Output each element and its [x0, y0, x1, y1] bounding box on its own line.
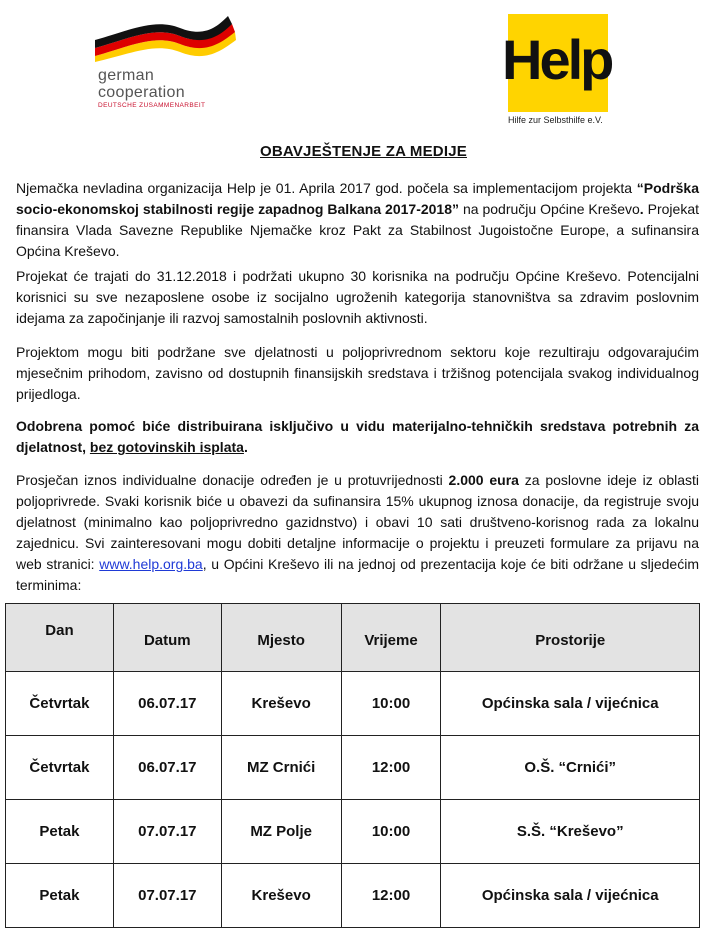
- table-header-row: [6, 604, 700, 672]
- cell-mjesto: MZ Crnići: [221, 736, 341, 800]
- cell-dan: Četvrtak: [6, 672, 114, 736]
- p1-text-e: Projekat finansira Vlada Savezne Republike Njemačke kroz Pakt za Stabilnost Jugoistočne Europe, a sufinansira Općina Kreševo.: [16, 201, 699, 259]
- cell-prostorije: Općinska sala / vijećnica: [441, 672, 700, 736]
- help-logo-subtitle: Hilfe zur Selbsthilfe e.V.: [508, 115, 603, 125]
- header-dan: Dan: [6, 604, 114, 672]
- p4-text-a: Odobrena pomoć biće distribuirana isključivo u vidu materijalno-tehničkih sredstava potrebnih za djelatnost,: [16, 418, 699, 455]
- p4-no-cash: bez gotovinskih isplata: [89, 439, 244, 455]
- cell-datum: 06.07.17: [113, 672, 221, 736]
- paragraph-activities: Projektom mogu biti podržane sve djelatnosti u poljoprivrednom sektoru koje rezultiraju odgovarajućim mjesečnim prihodom, zavisno od dostupnih finansijskih sredstava i tržišnog potencijala svakog individualnog prijedloga.: [16, 344, 699, 402]
- p1-project-name: “Podrška socio-ekonomskoj stabilnosti regije zapadnog Balkana 2017-2018”: [16, 180, 699, 217]
- page-title: OBAVJEŠTENJE ZA MEDIJE: [260, 143, 467, 160]
- cell-dan: Petak: [6, 800, 114, 864]
- p5-text-a: Prosječan iznos individualne donacije određen je u protuvrijednosti: [16, 472, 449, 488]
- cell-vrijeme: 12:00: [341, 736, 441, 800]
- p1-period: .: [639, 201, 644, 217]
- help-logo: [502, 14, 612, 125]
- help-logo-box: [502, 14, 612, 112]
- cell-mjesto: Kreševo: [221, 672, 341, 736]
- header-prostorije: Prostorije: [441, 604, 700, 672]
- paragraph-donation: [16, 470, 699, 596]
- cell-datum: 06.07.17: [113, 736, 221, 800]
- header-mjesto: Mjesto: [221, 604, 341, 672]
- p5-text-d: , u Općini Kreševo ili na jednoj od prezentacija koje će biti održane u sljedećim terminima:: [16, 556, 699, 593]
- table-row: [6, 864, 700, 928]
- cell-mjesto: Kreševo: [221, 864, 341, 928]
- gc-deutsche-text: DEUTSCHE ZUSAMMENARBEIT: [98, 102, 206, 109]
- schedule-table: [5, 603, 700, 928]
- cell-prostorije: S.Š. “Kreševo”: [441, 800, 700, 864]
- p5-text-c: za poslovne ideje iz oblasti poljoprivrede. Svaki korisnik biće u obavezi da sufinansira 15% ukupnog iznosa donacije, da registruje svoju djelatnost (minimalno kao poljoprivredno gazidnstvo) i obavi 10 sati društveno-korisnog rada za lokalnu zajednicu. Svi zainteresovani mogu dobiti detaljne informacije o projektu i preuzeti formulare za prijavu na web stranici:: [16, 472, 699, 572]
- table-row: [6, 736, 700, 800]
- table-row: [6, 800, 700, 864]
- gc-german-text: german: [98, 67, 155, 84]
- cell-datum: 07.07.17: [113, 864, 221, 928]
- cell-datum: 07.07.17: [113, 800, 221, 864]
- help-logo-word: Help: [502, 28, 612, 91]
- cell-prostorije: O.Š. “Crnići”: [441, 736, 700, 800]
- cell-prostorije: Općinska sala / vijećnica: [441, 864, 700, 928]
- german-cooperation-logo: [60, 4, 260, 134]
- cell-vrijeme: 12:00: [341, 864, 441, 928]
- p1-text-a: Njemačka nevladina organizacija Help je 01. Aprila 2017 god. počela sa implementacijom projekta: [16, 180, 637, 196]
- cell-mjesto: MZ Polje: [221, 800, 341, 864]
- table-row: [6, 672, 700, 736]
- p5-amount: 2.000 eura: [448, 472, 519, 488]
- paragraph-intro: [16, 178, 699, 262]
- paragraph-assistance: [16, 416, 699, 458]
- german-flag-ribbon-icon: [60, 4, 260, 74]
- p4-text-c: .: [243, 439, 248, 455]
- help-website-link[interactable]: www.help.org.ba: [99, 556, 203, 572]
- cell-dan: Petak: [6, 864, 114, 928]
- cell-vrijeme: 10:00: [341, 800, 441, 864]
- p1-text-c: na području Općine Kreševo: [459, 201, 640, 217]
- gc-cooperation-text: cooperation: [98, 84, 185, 101]
- paragraph-duration: Projekat će trajati do 31.12.2018 i podržati ukupno 30 korisnika na području Općine Kreševo. Potencijalni korisnici su sve nezaposlene osobe iz socijalno ugroženih kategorija stanovništva sa zdravim poslovnim idejama za započinjanje ili razvoj samostalnih poslovnih aktivnosti.: [16, 268, 699, 326]
- cell-dan: Četvrtak: [6, 736, 114, 800]
- header-vrijeme: Vrijeme: [341, 604, 441, 672]
- header-datum: Datum: [113, 604, 221, 672]
- cell-vrijeme: 10:00: [341, 672, 441, 736]
